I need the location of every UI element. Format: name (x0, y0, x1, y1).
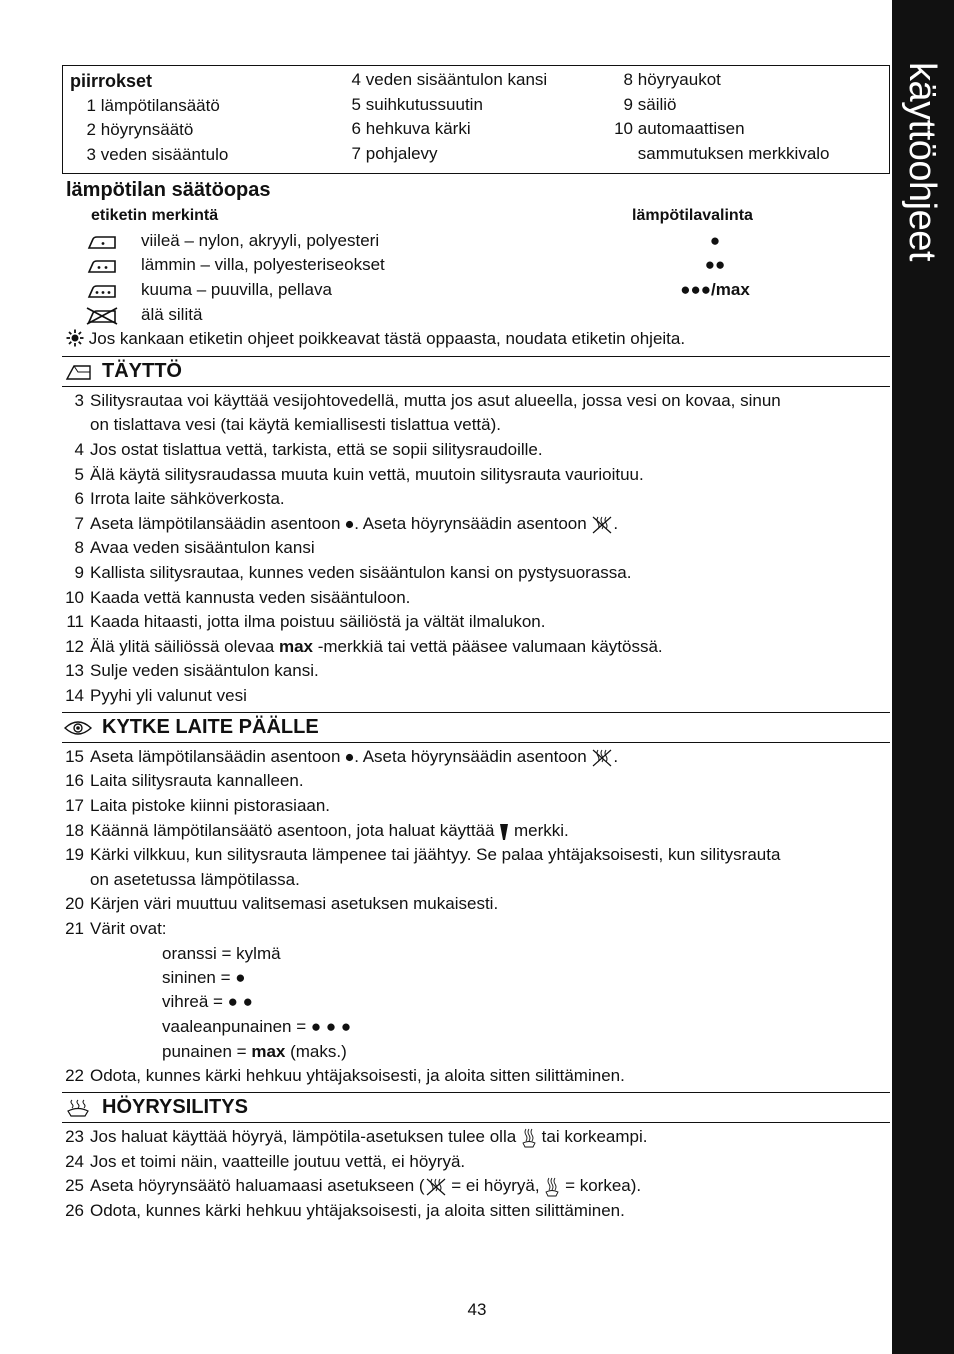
parts-column-2 (343, 68, 547, 166)
section-switch-on-title: KYTKE LAITE PÄÄLLE (102, 716, 319, 738)
section-steam-header (62, 1092, 890, 1123)
part-item: 3 veden sisääntulo (86, 144, 229, 164)
section-steam-title: HÖYRYSILITYS (102, 1096, 248, 1118)
side-tab-label: käyttöohjeet (901, 62, 943, 261)
page-number: 43 (467, 1300, 487, 1319)
color-item: punainen = max (maks.) (162, 1042, 347, 1061)
do-not-iron-icon (84, 307, 120, 325)
part-item: sammutuksen merkkivalo (637, 143, 830, 163)
color-item: vaaleanpunainen = ● ● ● (162, 1017, 352, 1036)
part-item: 10 automaattisen (614, 119, 745, 139)
section-filling-header (62, 356, 890, 387)
water-jug-icon (64, 362, 92, 382)
no-steam-icon (591, 515, 613, 535)
guide-note-text: Jos kankaan etiketin ohjeet poikkeavat tästä oppaasta, noudata etiketin ohjeita. (88, 329, 686, 348)
part-item: 2 höyrynsäätö (86, 120, 194, 140)
part-item: 8 höyryaukot (623, 70, 721, 89)
color-item: sininen = ● (162, 968, 246, 987)
guide-row-text: viileä – nylon, akryyli, polyesteri (141, 231, 380, 250)
guide-row-text: älä silitä (141, 305, 203, 324)
sun-icon (66, 329, 84, 347)
guide-row-text: lämmin – villa, polyesteriseokset (141, 255, 385, 274)
iron-three-dots-icon (84, 282, 120, 300)
guide-row (84, 229, 784, 253)
guide-row-setting: ●● (704, 255, 726, 274)
guide-row-setting: ●●●/max (680, 280, 750, 299)
guide-label-header: etiketin merkintä (91, 207, 219, 224)
parts-column-1 (70, 69, 228, 167)
guide-row (84, 253, 784, 277)
part-item: 6 hehkuva kärki (351, 119, 471, 139)
no-steam-icon (425, 1177, 447, 1197)
eye-icon (64, 718, 92, 738)
guide-row (84, 303, 784, 327)
no-steam-icon (591, 748, 613, 768)
part-item: 4 veden sisääntulon kansi (351, 70, 548, 89)
iron-one-dot-icon (84, 233, 120, 251)
guide-note (66, 327, 685, 352)
steam-icon (64, 1098, 92, 1118)
parts-box (62, 65, 890, 174)
part-item: 5 suihkutussuutin (351, 94, 483, 114)
color-item: oranssi = kylmä (162, 944, 281, 963)
section-filling-title: TÄYTTÖ (102, 360, 182, 382)
step-item-continued: on tislattava vesi (tai käytä kemiallisesti tislattua vettä). (90, 415, 501, 434)
color-item: vihreä = ● ● (162, 992, 253, 1011)
guide-row (84, 278, 784, 302)
guide-setting-header: lämpötilavalinta (632, 207, 753, 224)
dot-icon (345, 520, 354, 529)
guide-title: lämpötilan säätöopas (66, 179, 271, 201)
section-switch-on-header (62, 712, 890, 743)
guide-row-text: kuuma – puuvilla, pellava (141, 280, 332, 299)
dot-icon (345, 753, 354, 762)
parts-column-3 (609, 68, 830, 166)
pointer-marker-icon (499, 823, 509, 841)
parts-title: piirrokset (70, 71, 153, 91)
guide-row-setting: ● (709, 231, 721, 250)
step-item-continued: on asetetussa lämpötilassa. (90, 870, 300, 889)
part-item: 7 pohjalevy (351, 143, 438, 163)
steam-setting-icon (521, 1128, 537, 1148)
steam-high-icon (544, 1177, 560, 1197)
part-item: 1 lämpötilansäätö (86, 95, 220, 115)
iron-two-dots-icon (84, 257, 120, 275)
part-item: 9 säiliö (623, 94, 677, 114)
